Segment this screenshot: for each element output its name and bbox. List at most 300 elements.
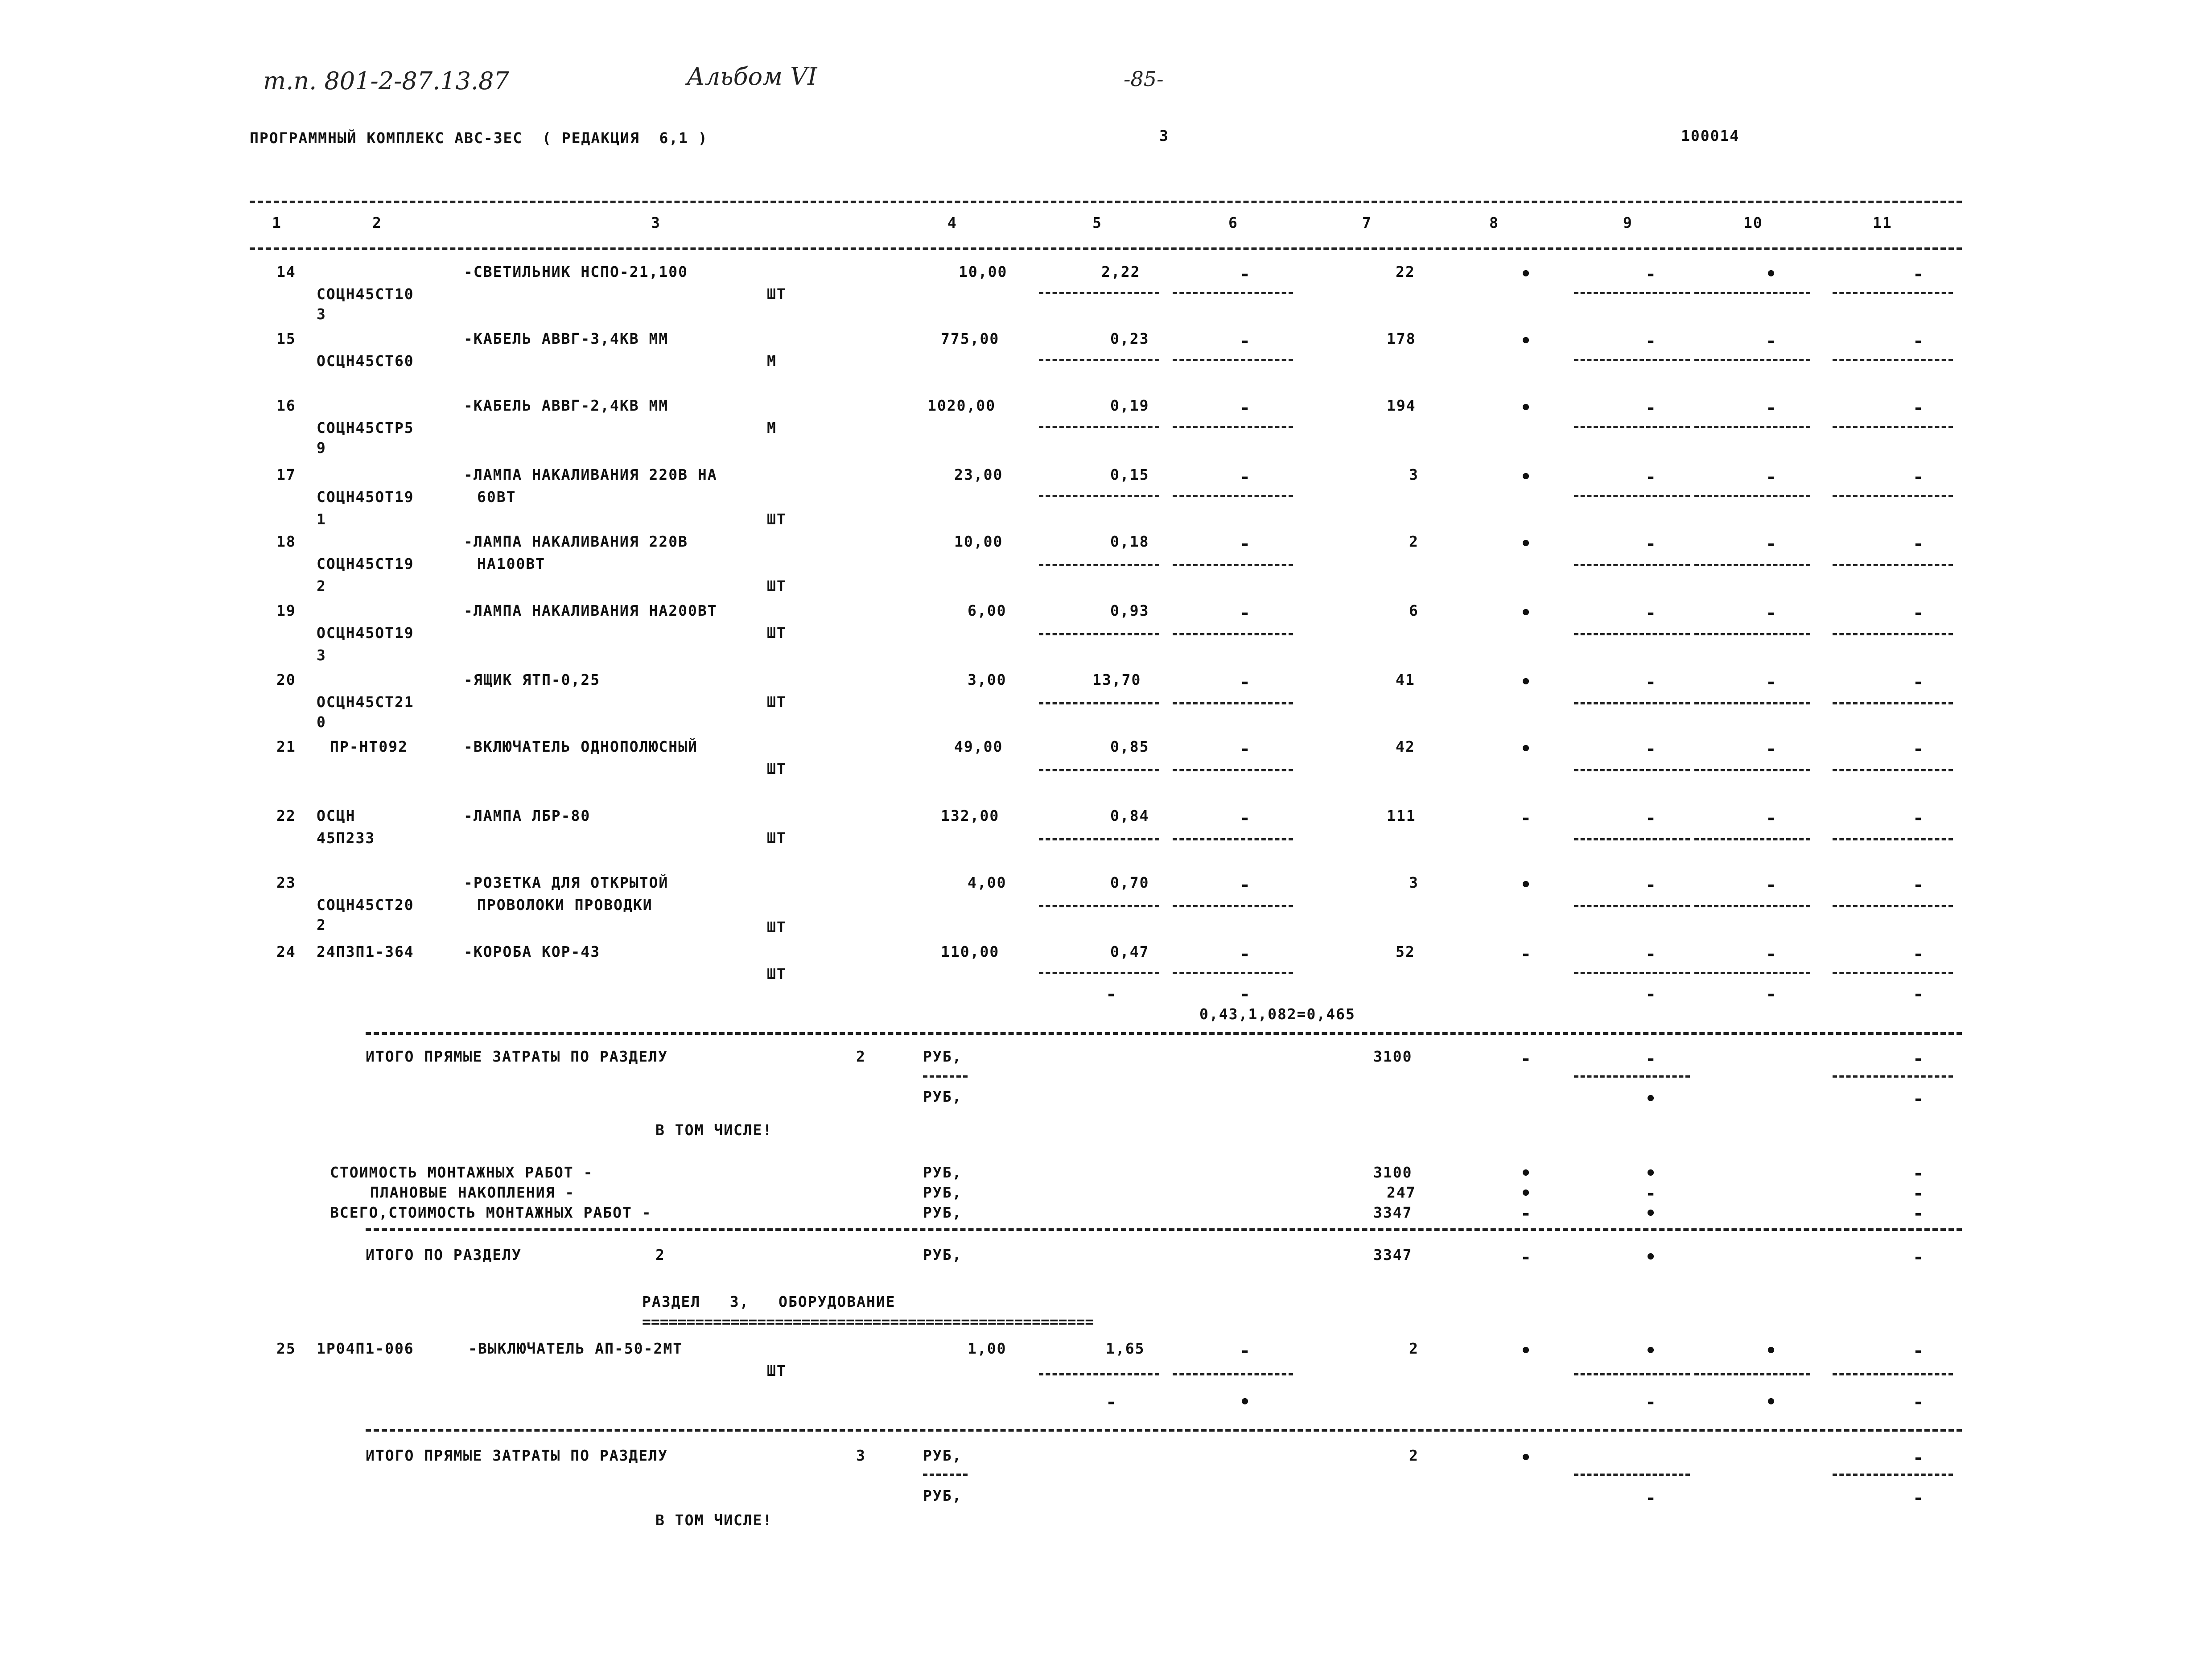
row-name-line2: НА100ВТ — [477, 555, 546, 572]
including-label: В ТОМ ЧИСЛЕ! — [655, 1121, 773, 1139]
dash-mark: - — [1645, 603, 1656, 623]
separator-segment — [1833, 292, 1953, 294]
planned-savings-value: 247 — [1387, 1184, 1416, 1201]
dash-mark: - — [1240, 875, 1251, 895]
row-number: 23 — [276, 874, 296, 891]
row-name: -ВКЛЮЧАТЕЛЬ ОДНОПОЛЮСНЫЙ — [464, 738, 698, 755]
dash-mark: - — [1240, 944, 1251, 964]
installation-cost-unit: РУБ, — [923, 1164, 962, 1181]
separator-segment — [1833, 633, 1953, 635]
row-number: 21 — [276, 738, 296, 755]
dash-mark: • — [1645, 1163, 1656, 1184]
row-number: 25 — [276, 1340, 296, 1357]
row-unit: ШТ — [767, 577, 787, 595]
col-10: 10 — [1743, 214, 1763, 231]
row-name: -ВЫКЛЮЧАТЕЛЬ АП-50-2МТ — [468, 1340, 683, 1357]
dash-mark: - — [1520, 808, 1532, 828]
dash-mark: • — [1645, 1089, 1656, 1109]
col-7: 7 — [1362, 214, 1372, 231]
separator-segment — [1574, 359, 1690, 361]
row-total: 3 — [1409, 874, 1419, 891]
dash-mark: • — [1766, 1341, 1777, 1361]
col-11: 11 — [1873, 214, 1892, 231]
col-3: 3 — [651, 214, 661, 231]
dash-mark: • — [1520, 739, 1532, 759]
separator-segment — [1833, 1075, 1953, 1078]
separator-segment — [1173, 495, 1293, 497]
dash-mark: - — [1645, 808, 1656, 828]
row-total: 52 — [1396, 943, 1415, 960]
row-total: 2 — [1409, 533, 1419, 550]
row-price: 0,85 — [1110, 738, 1149, 755]
dash-mark: - — [1240, 331, 1251, 351]
dash-mark: • — [1766, 264, 1777, 284]
row-price: 13,70 — [1092, 671, 1141, 688]
col-2: 2 — [372, 214, 382, 231]
dash-mark: • — [1520, 1448, 1532, 1468]
row-code: ОСЦН45ОТ19 — [317, 624, 414, 642]
separator-segment — [1833, 1373, 1953, 1375]
dash-mark: - — [1240, 808, 1251, 828]
dash-mark: - — [1645, 1488, 1656, 1508]
total-direct-rub: РУБ, — [923, 1048, 962, 1065]
separator-segment — [1173, 564, 1293, 566]
col-4: 4 — [947, 214, 957, 231]
dash-mark: - — [1766, 534, 1777, 554]
installation-cost-label: СТОИМОСТЬ МОНТАЖНЫХ РАБОТ - — [330, 1164, 593, 1181]
dash-mark: - — [1766, 331, 1777, 351]
row-name-line2: ПРОВОЛОКИ ПРОВОДКИ — [477, 896, 653, 914]
planned-savings-unit: РУБ, — [923, 1184, 962, 1201]
dash-mark: - — [1520, 1203, 1532, 1224]
separator-segment — [1574, 1474, 1690, 1476]
dash-mark: - — [1645, 875, 1656, 895]
row-code-suffix: 45П233 — [317, 829, 375, 847]
row-price: 0,23 — [1110, 330, 1149, 347]
row-total: 2 — [1409, 1340, 1419, 1357]
dash-mark: • — [1520, 875, 1532, 895]
col-9: 9 — [1623, 214, 1633, 231]
separator-segment — [1039, 292, 1159, 294]
row-unit: ШТ — [767, 829, 787, 847]
separator-segment — [1039, 495, 1159, 497]
section-total-unit: РУБ, — [923, 1246, 962, 1264]
separator-segment — [1694, 633, 1810, 635]
dash-mark: • — [1520, 1183, 1532, 1204]
separator-segment — [1833, 1474, 1953, 1476]
dash-mark: • — [1520, 467, 1532, 487]
dash-mark: - — [1766, 875, 1777, 895]
dash-mark: • — [1645, 1341, 1656, 1361]
total-direct-section-no: 2 — [856, 1048, 866, 1065]
row-name: -ЯЩИК ЯТП-0,25 — [464, 671, 601, 688]
separator-segment — [1039, 769, 1159, 771]
separator-segment — [1574, 564, 1690, 566]
dash-mark: - — [1913, 1488, 1924, 1508]
dash-mark: • — [1520, 672, 1532, 692]
row-code-suffix: 9 — [317, 439, 326, 457]
dash-mark: • — [1520, 603, 1532, 623]
dash-mark: - — [1766, 944, 1777, 964]
separator-segment — [1694, 1373, 1810, 1375]
separator-segment — [1039, 359, 1159, 361]
dash-mark: - — [1913, 467, 1924, 487]
row-price: 0,19 — [1110, 397, 1149, 414]
row-code: СОЦН45СТ20 — [317, 896, 414, 914]
separator-segment — [1039, 905, 1159, 907]
coefficient-formula: 0,43,1,082=0,465 — [1199, 1005, 1355, 1023]
dash-mark: - — [1913, 875, 1924, 895]
dash-mark: - — [1766, 984, 1777, 1004]
dash-mark: - — [1913, 1341, 1924, 1361]
section-total-no: 2 — [655, 1246, 665, 1264]
dash-mark: - — [1645, 984, 1656, 1004]
dash-mark: - — [1106, 1392, 1117, 1412]
row-code: ОСЦН45СТ60 — [317, 352, 414, 370]
col-5: 5 — [1092, 214, 1102, 231]
dash-mark: - — [1645, 467, 1656, 487]
dash-mark: - — [1240, 534, 1251, 554]
separator-segment — [1694, 495, 1810, 497]
row-name: -КОРОБА КОР-43 — [464, 943, 601, 960]
separator-segment — [923, 1075, 968, 1078]
col-1: 1 — [272, 214, 282, 231]
dash-mark: - — [1520, 1049, 1532, 1069]
dash-mark: - — [1913, 1448, 1924, 1468]
row-name: -КАБЕЛЬ АВВГ-3,4КВ ММ — [464, 330, 669, 347]
dash-mark: - — [1645, 398, 1656, 418]
dash-mark: - — [1240, 264, 1251, 284]
row-number: 16 — [276, 397, 296, 414]
row-code: ОСЦН45СТ21 — [317, 693, 414, 711]
separator-segment — [1574, 905, 1690, 907]
separator-segment — [1173, 633, 1293, 635]
row-code: СОЦН45СТ19 — [317, 555, 414, 572]
row-quantity: 1020,00 — [927, 397, 996, 414]
separator-segment — [1039, 633, 1159, 635]
row-quantity: 6,00 — [968, 602, 1007, 619]
dash-mark: - — [1645, 944, 1656, 964]
row-code-suffix: 2 — [317, 577, 326, 595]
separator-segment — [1694, 426, 1810, 428]
row-unit: ШТ — [767, 918, 787, 936]
separator-segment — [1833, 702, 1953, 704]
row-code: 24П3П1-364 — [317, 943, 414, 960]
separator-segment — [1833, 359, 1953, 361]
page-number: -85- — [1124, 67, 1164, 91]
dash-mark: - — [1913, 331, 1924, 351]
dash-mark: - — [1766, 603, 1777, 623]
row-total: 41 — [1396, 671, 1415, 688]
separator-segment — [1833, 905, 1953, 907]
row-price: 0,18 — [1110, 533, 1149, 550]
row-price: 2,22 — [1101, 263, 1141, 280]
dash-mark: - — [1913, 1183, 1924, 1204]
dash-mark: - — [1645, 534, 1656, 554]
row-unit: ШТ — [767, 624, 787, 642]
dash-mark: - — [1645, 331, 1656, 351]
dash-mark: - — [1913, 808, 1924, 828]
row-total: 22 — [1396, 263, 1415, 280]
separator-segment — [1694, 905, 1810, 907]
separator-segment — [1574, 426, 1690, 428]
dash-mark: - — [1766, 739, 1777, 759]
dash-mark: - — [1766, 672, 1777, 692]
total-direct-rub-2: РУБ, — [923, 1088, 962, 1105]
row-number: 22 — [276, 807, 296, 824]
separator-segment — [1694, 292, 1810, 294]
separator-segment — [1173, 769, 1293, 771]
row-unit: М — [767, 419, 777, 436]
separator-segment — [1173, 359, 1293, 361]
total-installation-unit: РУБ, — [923, 1204, 962, 1221]
dash-mark: • — [1240, 1392, 1251, 1412]
dash-mark: - — [1913, 739, 1924, 759]
total-direct-value: 3100 — [1373, 1048, 1413, 1065]
row-name: -ЛАМПА НАКАЛИВАНИЯ 220В НА — [464, 466, 717, 483]
separator-segment — [1039, 838, 1159, 840]
dash-mark: - — [1240, 467, 1251, 487]
dash-mark: - — [1645, 264, 1656, 284]
dash-mark: - — [1645, 1049, 1656, 1069]
separator-segment — [1173, 905, 1293, 907]
separator-segment — [1574, 495, 1690, 497]
row-name: -РОЗЕТКА ДЛЯ ОТКРЫТОЙ — [464, 874, 669, 891]
row-quantity: 4,00 — [968, 874, 1007, 891]
dash-mark: • — [1520, 1341, 1532, 1361]
section-total-value: 3347 — [1373, 1246, 1413, 1264]
row-code-suffix: 3 — [317, 646, 326, 664]
separator-segment — [1833, 769, 1953, 771]
sheet-number: 3 — [1159, 127, 1169, 144]
total-direct-label: ИТОГО ПРЯМЫЕ ЗАТРАТЫ ПО РАЗДЕЛУ — [366, 1048, 668, 1065]
col-6: 6 — [1228, 214, 1238, 231]
row-price: 0,84 — [1110, 807, 1149, 824]
separator-segment — [1173, 426, 1293, 428]
row-code-suffix: 1 — [317, 510, 326, 528]
row-unit: М — [767, 352, 777, 370]
total-direct-rub: РУБ, — [923, 1447, 962, 1464]
row-quantity: 10,00 — [959, 263, 1008, 280]
row-code-suffix: 2 — [317, 916, 326, 934]
section2-rule — [366, 1032, 1962, 1035]
row-unit: ШТ — [767, 965, 787, 983]
separator-segment — [1694, 564, 1810, 566]
row-total: 178 — [1387, 330, 1416, 347]
separator-segment — [1039, 426, 1159, 428]
separator-segment — [1694, 972, 1810, 974]
separator-segment — [1173, 838, 1293, 840]
program-title: ПРОГРАММНЫЙ КОМПЛЕКС АВС-3ЕС ( РЕДАКЦИЯ 6,1 ) — [250, 129, 708, 147]
including-label: В ТОМ ЧИСЛЕ! — [655, 1511, 773, 1529]
row-code: ОСЦН — [317, 807, 356, 824]
separator-segment — [1833, 426, 1953, 428]
row-number: 17 — [276, 466, 296, 483]
dash-mark: • — [1645, 1203, 1656, 1224]
separator-segment — [1173, 1373, 1293, 1375]
dash-mark: - — [1913, 603, 1924, 623]
dash-mark: - — [1913, 984, 1924, 1004]
dash-mark: - — [1240, 398, 1251, 418]
row-unit: ШТ — [767, 510, 787, 528]
separator-segment — [1039, 972, 1159, 974]
section3-rule — [366, 1429, 1962, 1432]
total-installation-label: ВСЕГО,СТОИМОСТЬ МОНТАЖНЫХ РАБОТ - — [330, 1204, 652, 1221]
installation-cost-value: 3100 — [1373, 1164, 1413, 1181]
separator-segment — [1574, 1373, 1690, 1375]
separator-segment — [1694, 838, 1810, 840]
row-number: 24 — [276, 943, 296, 960]
dash-mark: • — [1520, 534, 1532, 554]
row-code-suffix: 0 — [317, 713, 326, 731]
separator-segment — [1039, 564, 1159, 566]
separator-segment — [1694, 359, 1810, 361]
separator-segment — [1833, 495, 1953, 497]
row-code: СОЦН45СТ10 — [317, 285, 414, 303]
row-number: 14 — [276, 263, 296, 280]
row-code: ПР-НТ092 — [330, 738, 408, 755]
row-price: 0,47 — [1110, 943, 1149, 960]
dash-mark: • — [1645, 1247, 1656, 1268]
separator-segment — [1833, 838, 1953, 840]
section2-total-rule — [366, 1228, 1962, 1231]
row-quantity: 49,00 — [954, 738, 1003, 755]
row-number: 15 — [276, 330, 296, 347]
dash-mark: - — [1520, 1247, 1532, 1268]
dash-mark: - — [1240, 739, 1251, 759]
dash-mark: • — [1520, 264, 1532, 284]
separator-segment — [1574, 972, 1690, 974]
separator-segment — [923, 1474, 968, 1476]
row-code: 1Р04П1-006 — [317, 1340, 414, 1357]
album-label: Альбом VI — [687, 62, 817, 91]
dash-mark: - — [1913, 1049, 1924, 1069]
row-code: СОЦН45СТР5 — [317, 419, 414, 436]
total-direct-rub-2: РУБ, — [923, 1487, 962, 1504]
row-quantity: 1,00 — [968, 1340, 1007, 1357]
dash-mark: - — [1766, 467, 1777, 487]
dash-mark: - — [1645, 1392, 1656, 1412]
dash-mark: - — [1106, 984, 1117, 1004]
dash-mark: - — [1240, 603, 1251, 623]
row-total: 42 — [1396, 738, 1415, 755]
row-name: -ЛАМПА НАКАЛИВАНИЯ НА200ВТ — [464, 602, 717, 619]
total-direct-value: 2 — [1409, 1447, 1419, 1464]
dash-mark: - — [1240, 984, 1251, 1004]
doc-code: т.п. 801-2-87.13.87 — [263, 67, 509, 95]
row-total: 6 — [1409, 602, 1419, 619]
dash-mark: - — [1913, 398, 1924, 418]
row-name-line2: 60ВТ — [477, 488, 516, 506]
row-number: 20 — [276, 671, 296, 688]
dash-mark: - — [1913, 534, 1924, 554]
doc-id: 100014 — [1681, 127, 1740, 144]
separator-segment — [1833, 972, 1953, 974]
row-name: -ЛАМПА НАКАЛИВАНИЯ 220В — [464, 533, 688, 550]
row-name: -СВЕТИЛЬНИК НСПО-21,100 — [464, 263, 688, 280]
row-unit: ШТ — [767, 1362, 787, 1379]
dash-mark: - — [1766, 808, 1777, 828]
separator-segment — [1694, 702, 1810, 704]
row-total: 3 — [1409, 466, 1419, 483]
row-total: 111 — [1387, 807, 1416, 824]
dash-mark: - — [1913, 944, 1924, 964]
total-direct-label: ИТОГО ПРЯМЫЕ ЗАТРАТЫ ПО РАЗДЕЛУ — [366, 1447, 668, 1464]
separator-segment — [1574, 633, 1690, 635]
total-direct-section-no: 3 — [856, 1447, 866, 1464]
dash-mark: • — [1520, 1163, 1532, 1184]
section-total-label: ИТОГО ПО РАЗДЕЛУ — [366, 1246, 522, 1264]
row-price: 1,65 — [1106, 1340, 1145, 1357]
dash-mark: - — [1913, 1203, 1924, 1224]
separator-segment — [1173, 702, 1293, 704]
separator-segment — [1833, 564, 1953, 566]
dash-mark: - — [1645, 672, 1656, 692]
dash-mark: - — [1913, 1163, 1924, 1184]
row-price: 0,15 — [1110, 466, 1149, 483]
separator-segment — [1039, 702, 1159, 704]
dash-mark: - — [1240, 672, 1251, 692]
row-quantity: 132,00 — [941, 807, 1000, 824]
section3-title: РАЗДЕЛ 3, ОБОРУДОВАНИЕ — [642, 1293, 896, 1310]
row-unit: ШТ — [767, 285, 787, 303]
dash-mark: - — [1913, 1089, 1924, 1109]
separator-segment — [1173, 292, 1293, 294]
separator-segment — [1574, 1075, 1690, 1078]
separator-segment — [1574, 838, 1690, 840]
row-quantity: 775,00 — [941, 330, 1000, 347]
header-top-rule — [250, 201, 1962, 203]
dash-mark: - — [1913, 672, 1924, 692]
row-total: 194 — [1387, 397, 1416, 414]
row-quantity: 10,00 — [954, 533, 1003, 550]
planned-savings-label: ПЛАНОВЫЕ НАКОПЛЕНИЯ - — [370, 1184, 575, 1201]
row-number: 18 — [276, 533, 296, 550]
row-code-suffix: 3 — [317, 305, 326, 323]
row-quantity: 23,00 — [954, 466, 1003, 483]
separator-segment — [1039, 1373, 1159, 1375]
row-quantity: 3,00 — [968, 671, 1007, 688]
separator-segment — [1694, 769, 1810, 771]
header-bottom-rule — [250, 247, 1962, 250]
col-8: 8 — [1489, 214, 1499, 231]
section3-underline: =================================================== — [642, 1313, 1094, 1330]
row-number: 19 — [276, 602, 296, 619]
separator-segment — [1574, 292, 1690, 294]
separator-segment — [1574, 702, 1690, 704]
dash-mark: • — [1520, 331, 1532, 351]
dash-mark: - — [1766, 398, 1777, 418]
row-name: -КАБЕЛЬ АВВГ-2,4КВ ММ — [464, 397, 669, 414]
dash-mark: • — [1520, 398, 1532, 418]
row-price: 0,93 — [1110, 602, 1149, 619]
dash-mark: - — [1913, 1392, 1924, 1412]
dash-mark: - — [1913, 1247, 1924, 1268]
dash-mark: - — [1645, 739, 1656, 759]
dash-mark: - — [1240, 1341, 1251, 1361]
total-installation-value: 3347 — [1373, 1204, 1413, 1221]
dash-mark: - — [1520, 944, 1532, 964]
row-unit: ШТ — [767, 760, 787, 778]
separator-segment — [1574, 769, 1690, 771]
row-quantity: 110,00 — [941, 943, 1000, 960]
separator-segment — [1173, 972, 1293, 974]
row-unit: ШТ — [767, 693, 787, 711]
dash-mark: • — [1766, 1392, 1777, 1412]
row-price: 0,70 — [1110, 874, 1149, 891]
row-code: СОЦН45ОТ19 — [317, 488, 414, 506]
dash-mark: - — [1913, 264, 1924, 284]
